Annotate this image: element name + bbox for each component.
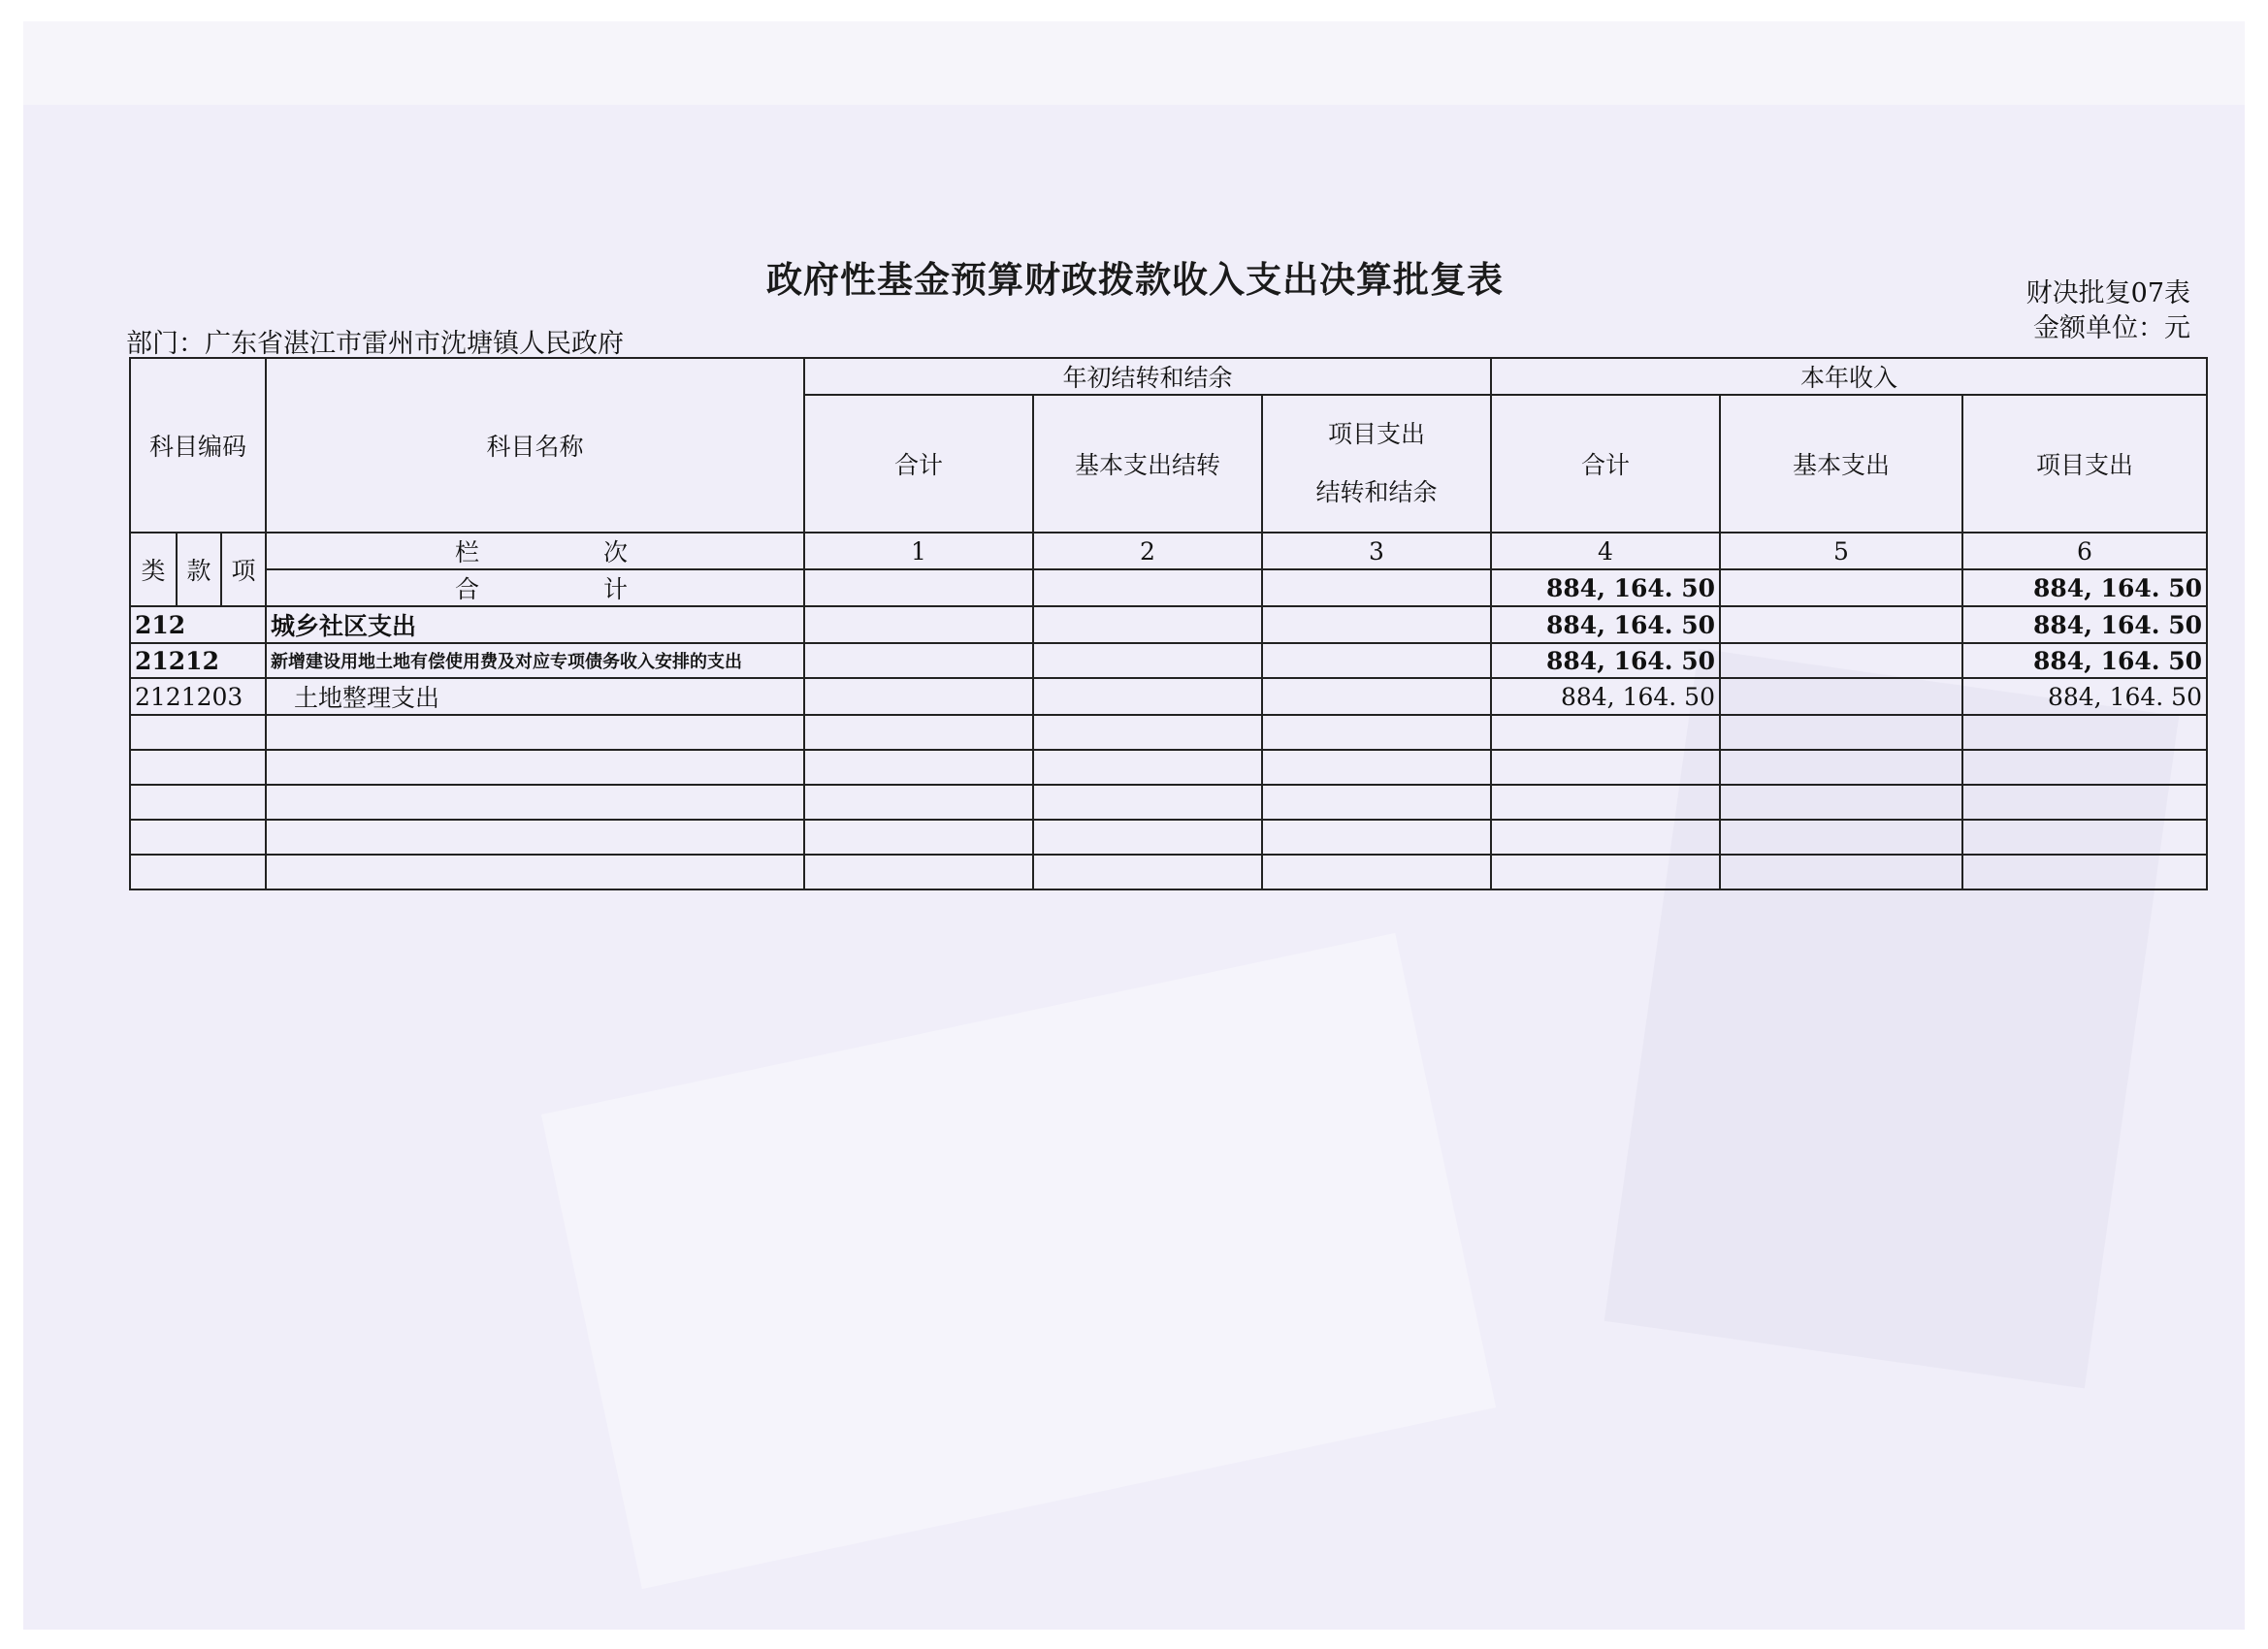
lan-label: 栏 <box>455 538 480 566</box>
col-no-3: 3 <box>1262 533 1491 569</box>
col-no-6: 6 <box>1962 533 2207 569</box>
lei-header: 类 <box>130 533 177 606</box>
row-income-total: 884, 164. 50 <box>1491 643 1720 678</box>
department-label: 部门：广东省湛江市雷州市沈塘镇人民政府 <box>126 329 624 359</box>
kuan-header: 款 <box>177 533 221 606</box>
ci-label: 次 <box>602 538 628 566</box>
carryover-project-line2: 结转和结余 <box>1315 478 1438 506</box>
row-name: 新增建设用地土地有偿使用费及对应专项债务收入安排的支出 <box>266 643 804 678</box>
carryover-total-header: 合计 <box>804 395 1033 533</box>
income-total-header: 合计 <box>1491 395 1720 533</box>
row-name: 城乡社区支出 <box>266 606 804 643</box>
budget-table <box>129 357 2208 890</box>
income-project-header: 项目支出 <box>1962 395 2207 533</box>
table-row <box>130 678 2207 715</box>
row-income-project: 884, 164. 50 <box>1962 678 2207 715</box>
empty-row <box>130 820 2207 855</box>
scan-top-band <box>23 21 2245 105</box>
carryover-group-header: 年初结转和结余 <box>804 358 1491 395</box>
col-no-5: 5 <box>1720 533 1962 569</box>
income-group-header: 本年收入 <box>1491 358 2207 395</box>
row-income-total: 884, 164. 50 <box>1491 678 1720 715</box>
document-number: 财决批复07表 <box>2025 278 2190 308</box>
carryover-basic-header: 基本支出结转 <box>1033 395 1262 533</box>
row-name: 土地整理支出 <box>266 678 804 715</box>
empty-row <box>130 750 2207 785</box>
row-income-project: 884, 164. 50 <box>1962 606 2207 643</box>
amount-unit: 金额单位：元 <box>2033 313 2190 343</box>
carryover-project-line1: 项目支出 <box>1327 420 1425 448</box>
subject-code-header: 科目编码 <box>130 358 266 533</box>
empty-row <box>130 785 2207 820</box>
empty-row <box>130 715 2207 750</box>
page-title: 政府性基金预算财政拨款收入支出决算批复表 <box>766 258 1504 301</box>
he-label: 合 <box>455 575 480 603</box>
table-row <box>130 643 2207 678</box>
total-row <box>130 569 2207 606</box>
total-income-total: 884, 164. 50 <box>1491 569 1720 606</box>
table-row <box>130 606 2207 643</box>
row-code: 2121203 <box>130 678 266 715</box>
empty-row <box>130 855 2207 889</box>
col-no-4: 4 <box>1491 533 1720 569</box>
ji-label: 计 <box>602 575 628 603</box>
row-income-project: 884, 164. 50 <box>1962 643 2207 678</box>
row-code: 212 <box>130 606 266 643</box>
header-row <box>130 358 2207 395</box>
income-basic-header: 基本支出 <box>1720 395 1962 533</box>
lan-ci-cell <box>266 533 804 569</box>
total-income-project: 884, 164. 50 <box>1962 569 2207 606</box>
col-no-2: 2 <box>1033 533 1262 569</box>
row-income-total: 884, 164. 50 <box>1491 606 1720 643</box>
row-code: 21212 <box>130 643 266 678</box>
subject-name-header: 科目名称 <box>266 358 804 533</box>
col-no-1: 1 <box>804 533 1033 569</box>
carryover-project-header <box>1262 395 1491 533</box>
column-number-row <box>130 533 2207 569</box>
he-ji-cell <box>266 569 804 606</box>
xiang-header: 项 <box>221 533 266 606</box>
